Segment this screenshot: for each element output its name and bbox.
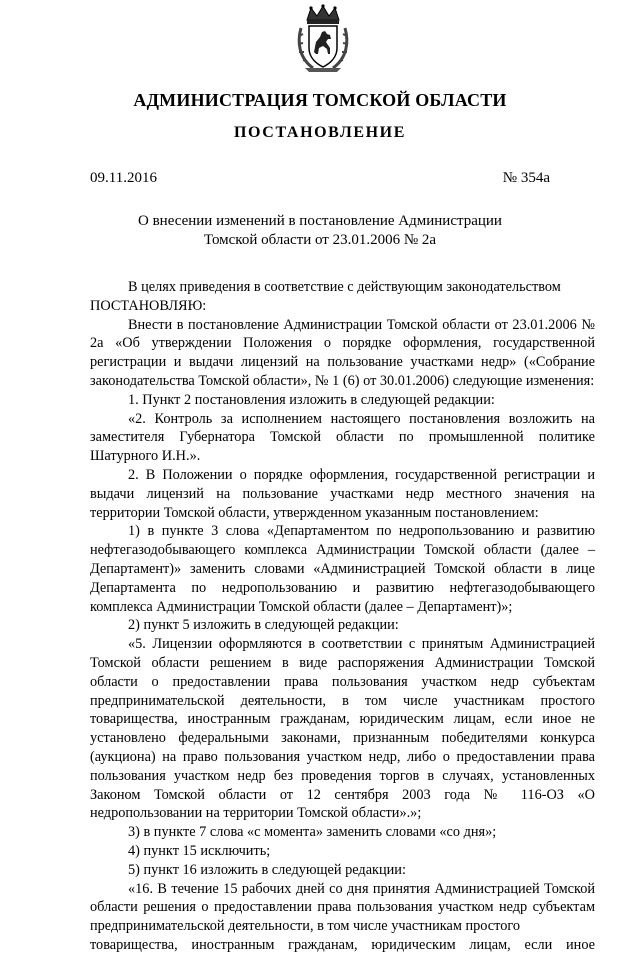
document-subject bbox=[0, 212, 640, 250]
organization-title: АДМИНИСТРАЦИЯ ТОМСКОЙ ОБЛАСТИ bbox=[133, 90, 507, 110]
paragraph-subitem-2: 2) пункт 5 изложить в следующей редакции: bbox=[128, 617, 399, 634]
paragraph-item-1: 1. Пункт 2 постановления изложить в следующей редакции: bbox=[128, 391, 495, 408]
paragraph-subitem-3: 3) в пункте 7 слова «с момента» заменить словами «со дня»; bbox=[128, 824, 497, 841]
subject-line-1: О внесении изменений в постановление Администрации bbox=[138, 213, 502, 229]
document-number: № 354а bbox=[502, 170, 550, 186]
paragraph-main-amendment: Внести в постановление Администрации Томской области от 23.01.2006 № 2а «Об утверждении Положения о порядке оформления, государственной регистрации и выдачи лицензий на пользование участками недр» («Собрание законодательства Томской области», № 1 (6) от 30.01.2006) следующие изменения: bbox=[90, 316, 595, 389]
paragraph-clause-16-text: «16. В течение 15 рабочих дней со дня принятия Администрацией Томской области решения о предоставлении права пользования участком недр субъектам предпринимательской деятельности, в том числе участникам простого bbox=[90, 880, 595, 935]
coat-of-arms-icon bbox=[295, 4, 351, 74]
paragraph-clause-16-cut-line: товарищества, иностранным гражданам, юридическим лицам, если иное bbox=[90, 936, 595, 953]
document-type-title: ПОСТАНОВЛЕНИЕ bbox=[234, 124, 406, 141]
paragraph-clause-5-text: «5. Лицензии оформляются в соответствии с принятым Администрацией Томской области решением в виде распоряжения Администрации Томской области о предоставлении права пользования участком недр субъектам предпринимательской деятельности, в том числе участникам простого товарищества, иностранным гражданам, юридическим лицам, если иное не установлено федеральными законами, признанным победителями конкурса (аукциона) на право пользования участком недр, либо о предоставлении права пользования участком недр без проведения торгов в случаях, установленных Законом Томской области от 12 сентября 2003 года № 116-ОЗ «О недропользовании на территории Томской области».»; bbox=[90, 636, 595, 822]
paragraph-item-2: 2. В Положении о порядке оформления, государственной регистрации и выдачи лицензий на пользование участками недр местного значения на территории Томской области, утвержденном указанным постановлением: bbox=[90, 466, 595, 521]
paragraph-subitem-4: 4) пункт 15 исключить; bbox=[128, 842, 271, 859]
document-body bbox=[90, 278, 595, 955]
paragraph-subitem-1: 1) в пункте 3 слова «Департаментом по недропользованию и развитию нефтегазодобывающего комплекса Администрации Томской области (далее – Департамент)» заменить словами «Администрацией Томской области в лице Департамента по недропользованию и развитию нефтегазодобывающего комплекса Администрации Томской области (далее – Департамент)»; bbox=[90, 523, 595, 615]
paragraph-item-1-text: «2. Контроль за исполнением настоящего постановления возложить на заместителя Губернатора Томской области по промышленной политике Шатурного И.Н.». bbox=[90, 410, 595, 465]
resolve-word: ПОСТАНОВЛЯЮ: bbox=[90, 297, 207, 314]
paragraph-subitem-5: 5) пункт 16 изложить в следующей редакции: bbox=[128, 861, 406, 878]
subject-line-2: Томской области от 23.01.2006 № 2а bbox=[203, 232, 437, 248]
document-date: 09.11.2016 bbox=[90, 170, 157, 186]
intro-paragraph: В целях приведения в соответствие с действующим законодательством bbox=[128, 279, 561, 295]
